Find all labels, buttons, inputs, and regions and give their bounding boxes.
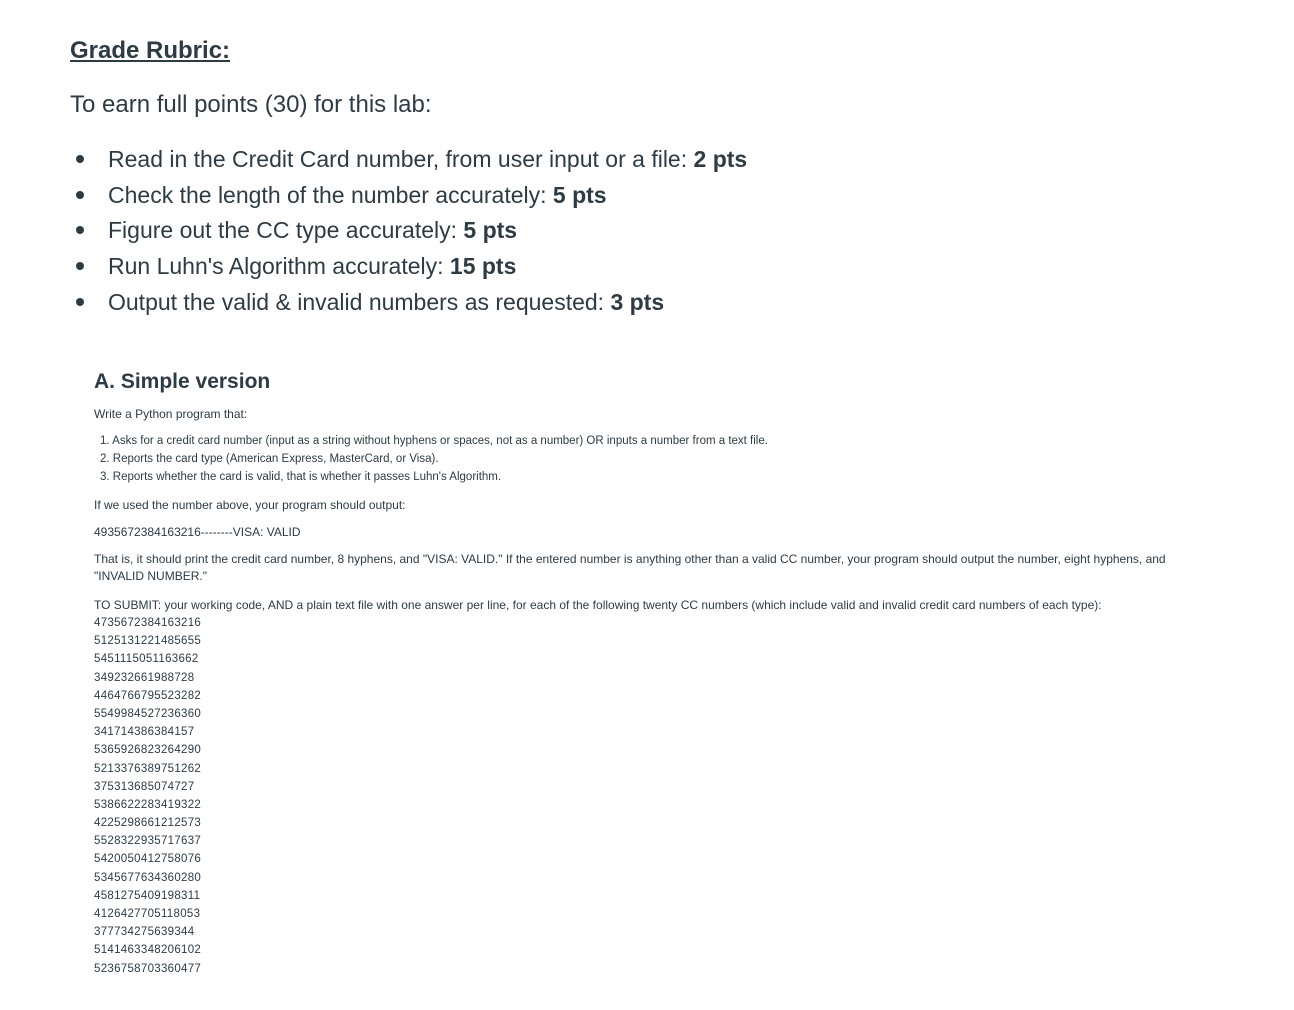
bullet-icon xyxy=(76,155,84,163)
explanation: That is, it should print the credit card number, 8 hyphens, and "VISA: VALID." If the entered number is anything other than a valid CC number, your program should output the number, eight hyphens, and "INVALID NUMBER." xyxy=(94,552,1166,583)
submit-instructions: TO SUBMIT: your working code, AND a plain text file with one answer per line, for each of the following twenty CC numbers (which include valid and invalid credit card numbers of each type): xyxy=(94,598,1102,612)
cc-number-item: 5386622283419322 xyxy=(94,798,202,811)
cc-number-item: 4126427705118053 xyxy=(94,908,201,920)
cc-number-item: 5528322935717637 xyxy=(94,835,202,848)
rubric-item-text: Output the valid & invalid numbers as requested: xyxy=(108,288,611,315)
cc-number-item: 341714386384157 xyxy=(94,726,195,739)
bullet-icon xyxy=(76,298,84,306)
rubric-intro: To earn full points (30) for this lab: xyxy=(70,91,432,118)
rubric-item-text: Check the length of the number accurately: xyxy=(108,181,553,208)
step-item: 1. Asks for a credit card number (input as a string without hyphens or spaces, not as a number) OR inputs a number from a text file. xyxy=(100,435,768,447)
assignment-intro: Write a Python program that: xyxy=(94,407,248,421)
rubric-title: Grade Rubric: xyxy=(70,37,231,64)
cc-number-item: 4735672384163216 xyxy=(94,617,202,629)
cc-number-item: 4581275409198311 xyxy=(94,889,201,902)
cc-number-item: 377734275639344 xyxy=(94,926,195,939)
cc-number-item: 4464766795523282 xyxy=(94,689,202,702)
grade-rubric-section xyxy=(70,0,1230,334)
cc-number-item: 4225298661212573 xyxy=(94,817,202,830)
cc-number-item: 5420050412758076 xyxy=(94,853,202,866)
rubric-item-points: 5 pts xyxy=(552,181,607,208)
rubric-item-points: 2 pts xyxy=(693,146,748,172)
example-intro: If we used the number above, your program should output: xyxy=(94,498,406,512)
bullet-icon xyxy=(76,262,84,270)
rubric-item-points: 5 pts xyxy=(463,217,518,244)
bullet-icon xyxy=(76,226,84,234)
assignment-steps xyxy=(100,432,768,486)
rubric-item-text: Read in the Credit Card number, from user input or a file: xyxy=(108,146,694,172)
rubric-item xyxy=(70,179,1230,215)
cc-number-item: 375313685074727 xyxy=(94,780,195,793)
rubric-item-points: 15 pts xyxy=(449,253,517,280)
cc-number-item: 5549984527236360 xyxy=(94,707,202,720)
example-output: 4935672384163216--------VISA: VALID xyxy=(94,525,301,539)
assignment-heading: A. Simple version xyxy=(94,370,271,393)
cc-number-item: 5236758703360477 xyxy=(94,962,202,975)
cc-number-item: 5365926823264290 xyxy=(94,744,202,757)
cc-number-item: 5125131221485655 xyxy=(94,635,202,648)
rubric-item xyxy=(70,286,1230,322)
cc-number-list xyxy=(94,614,201,978)
rubric-item-text: Figure out the CC type accurately: xyxy=(108,217,464,244)
bullet-icon xyxy=(76,191,84,199)
rubric-item xyxy=(70,250,1230,286)
cc-number-item: 5345677634360280 xyxy=(94,871,202,884)
rubric-list xyxy=(70,143,1230,321)
cc-number-item: 349232661988728 xyxy=(94,671,195,684)
step-item: 3. Reports whether the card is valid, that is whether it passes Luhn's Algorithm. xyxy=(100,471,502,483)
rubric-item-text: Run Luhn's Algorithm accurately: xyxy=(108,253,450,280)
rubric-item xyxy=(70,214,1230,250)
rubric-item xyxy=(70,143,1230,179)
step-item: 2. Reports the card type (American Express, MasterCard, or Visa). xyxy=(100,453,439,465)
cc-number-item: 5213376389751262 xyxy=(94,762,202,775)
cc-number-item: 5451115051163662 xyxy=(94,653,199,666)
rubric-item-points: 3 pts xyxy=(610,288,665,315)
cc-number-item: 5141463348206102 xyxy=(94,944,202,957)
assignment-section xyxy=(94,334,1214,1010)
